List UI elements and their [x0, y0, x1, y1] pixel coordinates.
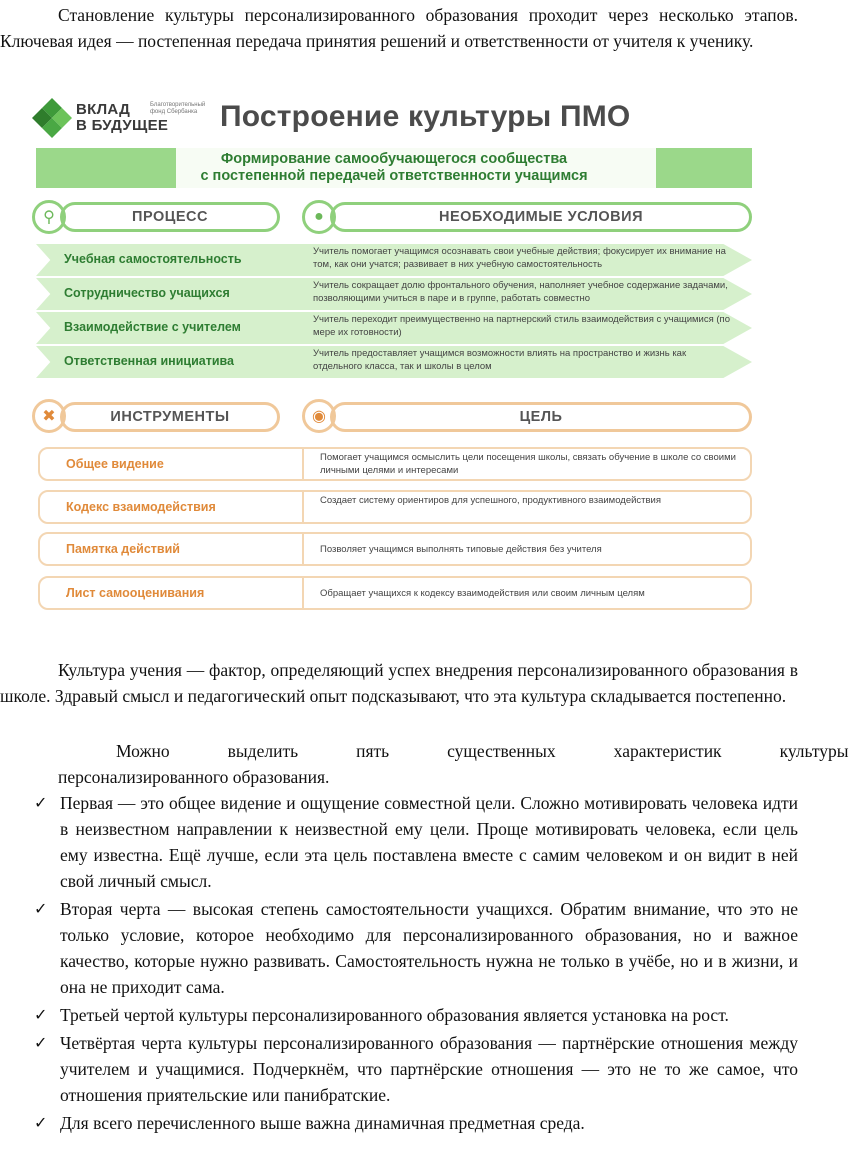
- process-text: Учитель сокращает долю фронтального обучения, наполняет учебное содержание задачами, позволяющими учиться в паре и в группе, работать совместно: [313, 280, 728, 304]
- tools-header: ИНСТРУМЕНТЫ: [60, 402, 280, 432]
- goal-header: ЦЕЛЬ: [330, 402, 752, 432]
- process-text: Учитель предоставляет учащимся возможности влиять на пространство и жизнь как отдельного класса, так и школы в целом: [313, 348, 687, 372]
- process-label: Ответственная инициатива: [64, 354, 234, 368]
- logo-diamond-icon: [30, 96, 74, 140]
- tool-row: [38, 490, 752, 524]
- search-icon: ⚲: [32, 200, 66, 234]
- tool-label: Кодекс взаимодействия: [66, 500, 216, 514]
- infographic-title: Построение культуры ПМО: [220, 100, 631, 133]
- process-row: [36, 244, 752, 276]
- tool-text: Обращает учащихся к кодексу взаимодействия или своим личным целям: [320, 588, 645, 599]
- logo-small-text: Благотворительный фонд Сбербанка: [150, 102, 206, 115]
- process-text: Учитель переходит преимущественно на партнерский стиль взаимодействия с учащимися (по мере их готовности): [313, 314, 730, 338]
- process-row: [36, 278, 752, 310]
- logo: [30, 96, 210, 142]
- process-row: [36, 346, 752, 378]
- checkmark-icon: ✓: [34, 1005, 48, 1024]
- tool-text: Позволяет учащимся выполнять типовые действия без учителя: [320, 544, 602, 555]
- eye-icon: ◉: [302, 399, 336, 433]
- checkmark-icon: ✓: [34, 793, 48, 812]
- infographic: [30, 92, 756, 620]
- process-text: Учитель помогает учащимся осознавать свои учебные действия; фокусирует их внимание на том, как они учатся; развивает в них учебную самостоятельность: [313, 246, 726, 270]
- logo-line2: В БУДУЩЕЕ: [76, 117, 169, 134]
- checkmark-icon: ✓: [34, 1113, 48, 1132]
- banner-line1: Формирование самообучающегося сообщества: [220, 151, 568, 167]
- process-label: Сотрудничество учащихся: [64, 286, 230, 300]
- tool-label: Общее видение: [66, 457, 164, 471]
- tool-label: Памятка действий: [66, 542, 180, 556]
- tool-row: [38, 576, 752, 610]
- tool-text: Помогает учащимся осмыслить цели посещения школы, связать обучение в школе со своими личными целями и интересами: [320, 452, 736, 476]
- conditions-header: НЕОБХОДИМЫЕ УСЛОВИЯ: [330, 202, 752, 232]
- process-label: Взаимодействие с учителем: [64, 320, 241, 334]
- process-header: ПРОЦЕСС: [60, 202, 280, 232]
- characteristics-list: [34, 790, 798, 1138]
- list-item: ✓ Третьей чертой культуры персонализированного образования является установка на рост.: [34, 1002, 798, 1028]
- banner-line2: с постепенной передачей ответственности учащимся: [200, 168, 588, 184]
- intro-paragraph: Становление культуры персонализированного образования проходит через несколько этапов. Ключевая идея — постепенная передача принятия решений и ответственности от учителя к ученику.: [0, 5, 798, 51]
- tool-label: Лист самооценивания: [66, 586, 205, 600]
- banner: [36, 148, 752, 188]
- paragraph-3-tail: персонализированного образования.: [58, 767, 330, 787]
- paragraph-2: Культура учения — фактор, определяющий успех внедрения персонализированного образования в школе. Здравый смысл и педагогический опыт подсказывают, что эта культура складывается постепенно.: [0, 660, 798, 706]
- tool-row: [38, 447, 752, 481]
- list-item: ✓ Вторая черта — высокая степень самостоятельности учащихся. Обратим внимание, что это не только условие, которое необходимо для персонализированного образования, но и важное качество, которые нужно развивать. Самостоятельность нужна не только в учёбе, но и в жизни, и она не приходит сама.: [34, 896, 798, 1000]
- tool-row: [38, 532, 752, 566]
- checkmark-icon: ✓: [34, 899, 48, 918]
- logo-line1: ВКЛАД: [76, 101, 131, 118]
- paragraph-3: Можно выделить пять существенных характеристик культуры персонализированного образования.: [0, 738, 798, 790]
- list-item: ✓ Четвёртая черта культуры персонализированного образования — партнёрские отношения между учителем и учащимися. Подчеркнём, что партнёрские отношения — это не то же самое, что отношения приятельские или панибратские.: [34, 1030, 798, 1108]
- checkmark-icon: ✓: [34, 1033, 48, 1052]
- list-item: ✓ Для всего перечисленного выше важна динамичная предметная среда.: [34, 1110, 798, 1136]
- process-label: Учебная самостоятельность: [64, 252, 242, 266]
- tool-text: Создает систему ориентиров для успешного, продуктивного взаимодействия: [320, 495, 662, 506]
- lightbulb-icon: ●: [302, 200, 336, 234]
- tools-icon: ✖: [32, 399, 66, 433]
- list-item: ✓ Первая — это общее видение и ощущение совместной цели. Сложно мотивировать человека идти в неизвестном направлении к неизвестной ему цели. Проще мотивировать человека, если цель ему известна. Ещё лучше, если эта цель поставлена вместе с самим человеком и он видит в ней свой личный смысл.: [34, 790, 798, 894]
- process-row: [36, 312, 752, 344]
